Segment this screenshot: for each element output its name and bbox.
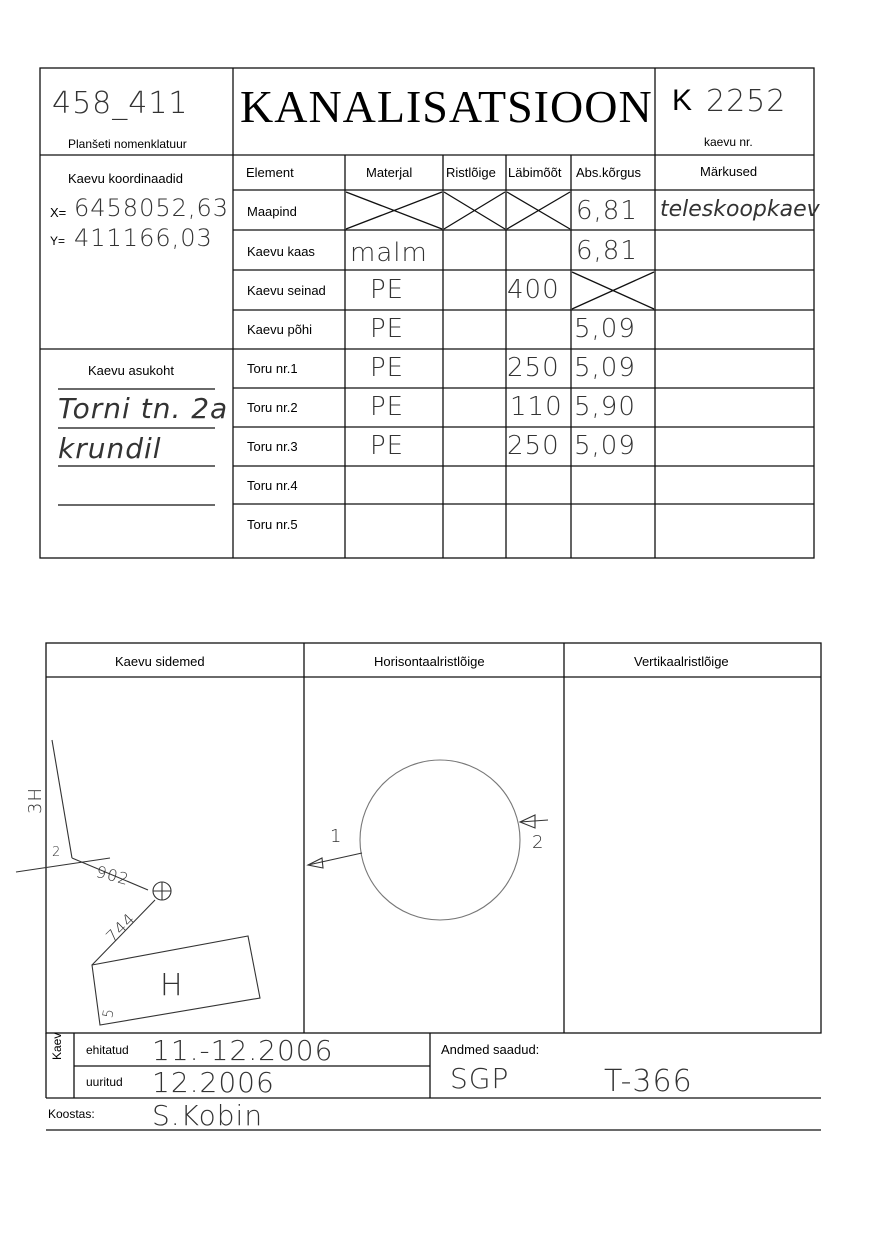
form-title: KANALISATSIOON [240,81,653,132]
y-value: 411166,03 [74,224,213,252]
nomenclature-label: Planšeti nomenklatuur [68,137,187,151]
table-cell-elevation: 5,09 [574,353,636,383]
horizontal-section-sketch [308,760,548,920]
table-row-element: Maapind [247,204,297,219]
author-label: Koostas: [48,1107,95,1121]
table-cell-elevation: 6,81 [576,236,638,266]
table-cell-material: PE [370,392,405,422]
sketch-label-744: 744 [102,908,140,947]
table-row-element: Toru nr.3 [247,439,298,454]
location-line1: Torni tn. 2a [58,392,229,425]
nomenclature-value: 458_411 [52,86,189,121]
pipe-label-1: 1 [330,826,343,847]
well-prefix: K [672,84,693,117]
table-cell-elevation: 5,09 [574,314,636,344]
surveyed-label: uuritud [86,1075,123,1089]
table-cell-elevation: 6,81 [576,196,638,226]
table-row-element: Toru nr.2 [247,400,298,415]
table-row-element: Kaevu kaas [247,244,315,259]
col-header-material: Materjal [366,165,413,180]
table-cell-material: PE [370,314,405,344]
author-value: S.Kobin [152,1099,264,1132]
table-cell-elevation: 5,90 [574,392,636,422]
data-source-label: Andmed saadud: [441,1042,540,1057]
col-header-diameter: Läbimõõt [508,165,562,180]
location-line2: krundil [58,432,162,465]
col-header-element: Element [246,165,294,180]
table-cell-elevation: 5,09 [574,431,636,461]
table-cell-material: PE [370,431,405,461]
col-header-section: Ristlõige [446,165,496,180]
table-cell-material: PE [370,275,405,305]
well-number: 2252 [706,84,787,119]
col-header-notes: Märkused [700,164,758,179]
data-source-value: SGP [450,1062,510,1095]
table-cell-diameter: 400 [507,275,560,305]
table-row-element: Toru nr.1 [247,361,298,376]
table-cell-notes: teleskoopkaev [660,197,820,222]
surveyed-value: 12.2006 [152,1066,275,1099]
built-label: ehitatud [86,1043,129,1057]
sketch-header-vertical: Vertikaalristlõige [634,654,729,669]
well-number-label: kaevu nr. [704,135,753,149]
table-row-element: Kaevu põhi [247,322,313,337]
table-cell-material: PE [370,353,405,383]
table-cell-diameter: 110 [510,392,563,422]
table-row-element: Toru nr.4 [247,478,298,493]
sketch-header-ties: Kaevu sidemed [115,654,205,669]
table-row-element: Toru nr.5 [247,517,298,532]
x-prefix: X= [50,205,67,220]
location-label: Kaevu asukoht [88,363,175,378]
sketch-label-902: 902 [94,861,132,890]
sketch-label-2: 2 [52,845,62,860]
footer-side-label: Kaev [50,1032,64,1060]
x-value: 6458052,63 [74,194,230,222]
coords-label: Kaevu koordinaadid [68,171,183,186]
table-cell-diameter: 250 [507,353,560,383]
col-header-elevation: Abs.kõrgus [576,165,642,180]
pipe-label-2: 2 [532,832,545,853]
built-value: 11.-12.2006 [152,1034,334,1067]
sketch-header-horizontal: Horisontaalristlõige [374,654,485,669]
y-prefix: Y= [50,234,66,248]
sketch-label-5: 5 [100,1006,118,1020]
sketch-label-h: H [160,968,184,1003]
data-reference-value: T-366 [604,1064,693,1099]
sketch-label-3h: 3H [25,787,46,814]
table-cell-diameter: 250 [507,431,560,461]
table-row-element: Kaevu seinad [247,283,326,298]
table-cell-material: malm [350,238,428,268]
ties-sketch [16,740,260,1025]
